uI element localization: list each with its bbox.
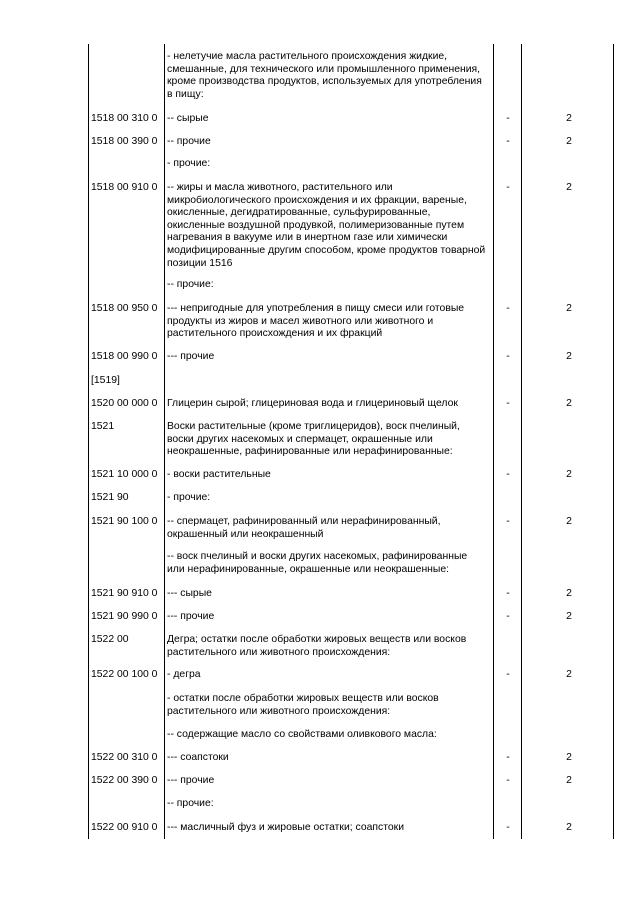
goods-description: - воски растительные xyxy=(167,469,271,480)
tariff-code: 1518 00 390 0 xyxy=(91,136,158,147)
tariff-code: 1518 00 310 0 xyxy=(91,113,158,124)
goods-description: -- прочие: xyxy=(167,279,214,290)
tariff-code: 1520 00 000 0 xyxy=(91,398,158,409)
duty-rate: 2 xyxy=(566,136,572,147)
goods-description: Дегра; остатки после обработки жировых веществ или восков растительного или животного происхождения: xyxy=(167,634,467,658)
tariff-code: 1521 90 990 0 xyxy=(91,611,158,622)
goods-description: -- содержащие масло со свойствами оливкового масла: xyxy=(167,729,437,740)
duty-rate: 2 xyxy=(566,669,572,680)
duty-rate: 2 xyxy=(566,303,572,314)
duty-rate: 2 xyxy=(566,822,572,833)
column-divider xyxy=(521,44,522,839)
goods-description: --- прочие xyxy=(167,775,215,786)
tariff-code: [1519] xyxy=(91,375,120,386)
tariff-code: 1521 xyxy=(91,421,115,432)
duty-rate: 2 xyxy=(566,516,572,527)
duty-rate: 2 xyxy=(566,351,572,362)
unit-cell: - xyxy=(506,398,510,409)
goods-description: - остатки после обработки жировых веществ или восков растительного или животного происхождения: xyxy=(167,693,439,717)
tariff-code: 1518 00 910 0 xyxy=(91,182,158,193)
goods-description: --- непригодные для употребления в пищу смеси или готовые продукты из жиров и масел животного или животного и растительного происхождения и их фракций xyxy=(167,303,465,340)
duty-rate: 2 xyxy=(566,775,572,786)
tariff-code: 1521 10 000 0 xyxy=(91,469,158,480)
goods-description: -- спермацет, рафинированный или нерафинированный, окрашенный или неокрашенный xyxy=(167,516,441,540)
tariff-code: 1522 00 910 0 xyxy=(91,822,158,833)
unit-cell: - xyxy=(506,113,510,124)
duty-rate: 2 xyxy=(566,113,572,124)
goods-description: Глицерин сырой; глицериновая вода и глицериновый щелок xyxy=(167,398,458,409)
tariff-code: 1521 90 910 0 xyxy=(91,588,158,599)
tariff-code: 1518 00 950 0 xyxy=(91,303,158,314)
tariff-code: 1522 00 100 0 xyxy=(91,669,158,680)
goods-description: -- сырые xyxy=(167,113,209,124)
tariff-code: 1522 00 390 0 xyxy=(91,775,158,786)
unit-cell: - xyxy=(506,611,510,622)
goods-description: --- прочие xyxy=(167,611,215,622)
duty-rate: 2 xyxy=(566,752,572,763)
column-divider xyxy=(88,44,89,839)
goods-description: -- воск пчелиный и воски других насекомых, рафинированные или нерафинированные, окрашенные или неокрашенные: xyxy=(167,551,468,575)
goods-description: -- прочие xyxy=(167,136,211,147)
unit-cell: - xyxy=(506,669,510,680)
unit-cell: - xyxy=(506,516,510,527)
duty-rate: 2 xyxy=(566,469,572,480)
goods-description: - дегра xyxy=(167,669,201,680)
unit-cell: - xyxy=(506,303,510,314)
goods-description: --- прочие xyxy=(167,351,215,362)
tariff-code: 1521 90 xyxy=(91,492,129,503)
duty-rate: 2 xyxy=(566,398,572,409)
goods-description: - нелетучие масла растительного происхождения жидкие, смешанные, для технического или промышленного применения, кроме производства продуктов, используемых для употребления в пищу: xyxy=(167,51,482,100)
column-divider xyxy=(164,44,165,839)
goods-description: --- масличный фуз и жировые остатки; соапстоки xyxy=(167,822,405,833)
unit-cell: - xyxy=(506,822,510,833)
tariff-code: 1522 00 xyxy=(91,634,129,645)
goods-description: --- соапстоки xyxy=(167,752,229,763)
tariff-code: 1521 90 100 0 xyxy=(91,516,158,527)
unit-cell: - xyxy=(506,351,510,362)
goods-description: - прочие: xyxy=(167,158,211,169)
goods-description: --- сырые xyxy=(167,588,212,599)
duty-rate: 2 xyxy=(566,611,572,622)
unit-cell: - xyxy=(506,752,510,763)
duty-rate: 2 xyxy=(566,588,572,599)
goods-description: -- жиры и масла животного, растительного или микробиологического происхождения и их фракции, вареные, окисленные, дегидратированные, сульфурированные, окисленные воздушной продувкой, полимеризованные путем нагревания в вакууме или в инертном газе или химически модифицированные другим способом, кроме продуктов товарной позиции 1516 xyxy=(167,182,486,269)
tariff-code: 1518 00 990 0 xyxy=(91,351,158,362)
goods-description: Воски растительные (кроме триглицеридов), воск пчелиный, воски других насекомых и спермацет, окрашенные или неокрашенные, рафинированные или нерафинированные: xyxy=(167,421,460,458)
column-divider xyxy=(493,44,494,839)
unit-cell: - xyxy=(506,469,510,480)
duty-rate: 2 xyxy=(566,182,572,193)
unit-cell: - xyxy=(506,588,510,599)
tariff-code: 1522 00 310 0 xyxy=(91,752,158,763)
unit-cell: - xyxy=(506,182,510,193)
goods-description: - прочие: xyxy=(167,492,211,503)
goods-description: -- прочие: xyxy=(167,798,214,809)
unit-cell: - xyxy=(506,775,510,786)
column-divider xyxy=(613,44,614,839)
unit-cell: - xyxy=(506,136,510,147)
